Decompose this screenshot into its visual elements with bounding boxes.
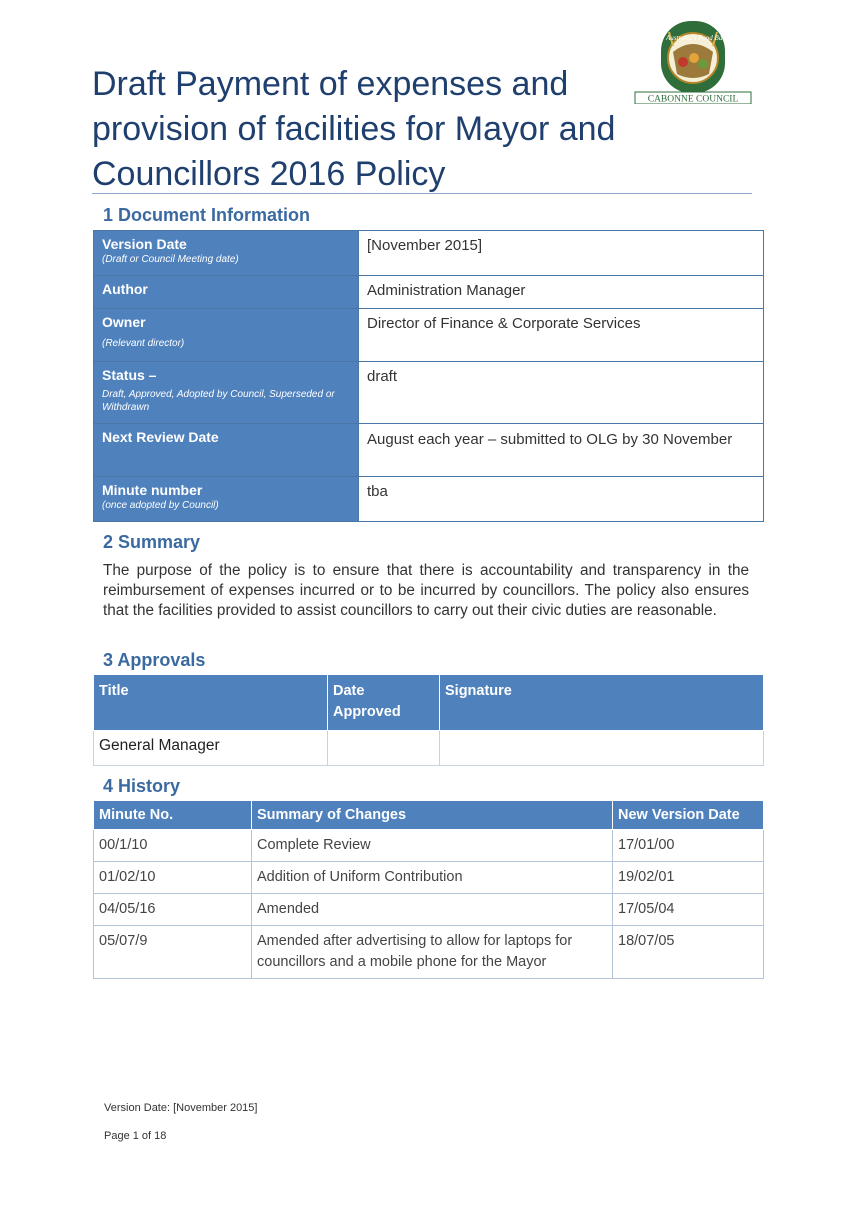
table-cell: 19/02/01 (613, 862, 764, 894)
row-sublabel: Draft, Approved, Adopted by Council, Superseded or Withdrawn (102, 389, 335, 413)
council-crest-icon (633, 18, 753, 104)
approvals-table (93, 674, 764, 766)
row-sublabel: (once adopted by Council) (102, 500, 219, 511)
logo-council-name: CABONNE COUNCIL (647, 94, 739, 104)
row-label: Author (102, 281, 148, 297)
row-value: draft (359, 362, 764, 424)
table-cell: 18/07/05 (613, 926, 764, 979)
table-cell: General Manager (94, 731, 328, 766)
table-row (94, 926, 764, 979)
table-cell: Amended (252, 894, 613, 926)
table-row (94, 894, 764, 926)
column-header: Minute No. (94, 801, 252, 830)
column-header: Date Approved (328, 675, 440, 731)
table-row (94, 309, 764, 362)
row-value: [November 2015] (359, 231, 764, 276)
history-table (93, 800, 764, 979)
table-cell: Addition of Uniform Contribution (252, 862, 613, 894)
document-information-table (93, 230, 764, 522)
title-divider (92, 193, 752, 194)
row-label: Owner (102, 314, 146, 330)
row-label: Version Date (102, 236, 187, 252)
table-cell: 17/05/04 (613, 894, 764, 926)
logo-arc-text: Australia's Food Basket (666, 34, 734, 42)
footer-page-number: Page 1 of 18 (104, 1130, 167, 1142)
row-value: tba (359, 477, 764, 522)
column-header: New Version Date (613, 801, 764, 830)
section-heading-document-information: 1 Document Information (103, 205, 311, 225)
row-label: Next Review Date (102, 429, 219, 445)
table-cell: 05/07/9 (94, 926, 252, 979)
row-sublabel: (Relevant director) (102, 338, 185, 349)
section-heading-summary: 2 Summary (103, 532, 201, 552)
table-cell: Amended after advertising to allow for laptops for councillors and a mobile phone for the Mayor (252, 926, 613, 979)
table-row (94, 231, 764, 276)
table-cell (328, 731, 440, 766)
row-sublabel: (Draft or Council Meeting date) (102, 254, 239, 265)
table-header-row (94, 801, 764, 830)
row-label: Minute number (102, 482, 203, 498)
summary-paragraph: The purpose of the policy is to ensure that there is accountability and transparency in the reimbursement of expenses incurred or to be incurred by councillors. The policy also ensures that the facilities provided to assist councillors to carry out their civic duties are reasonable. (103, 562, 749, 619)
table-cell: 01/02/10 (94, 862, 252, 894)
table-row (94, 862, 764, 894)
column-header: Title (94, 675, 328, 731)
section-heading-approvals: 3 Approvals (103, 650, 206, 670)
row-label: Status – (102, 367, 157, 383)
table-row (94, 830, 764, 862)
table-row (94, 477, 764, 522)
row-value: Director of Finance & Corporate Services (359, 309, 764, 362)
table-cell: 04/05/16 (94, 894, 252, 926)
table-row (94, 362, 764, 424)
column-header: Summary of Changes (252, 801, 613, 830)
table-row (94, 276, 764, 309)
row-value: August each year – submitted to OLG by 30 November (359, 424, 764, 477)
table-cell: Complete Review (252, 830, 613, 862)
table-row (94, 731, 764, 766)
footer-version-date: Version Date: [November 2015] (104, 1102, 258, 1114)
table-row (94, 424, 764, 477)
column-header: Signature (440, 675, 764, 731)
table-header-row (94, 675, 764, 731)
table-cell: 00/1/10 (94, 830, 252, 862)
row-value: Administration Manager (359, 276, 764, 309)
section-heading-history: 4 History (103, 776, 181, 796)
council-logo (633, 18, 753, 104)
page-title: Draft Payment of expenses and provision of facilities for Mayor and Councillors 2016 Policy (92, 65, 616, 193)
table-cell: 17/01/00 (613, 830, 764, 862)
table-cell (440, 731, 764, 766)
